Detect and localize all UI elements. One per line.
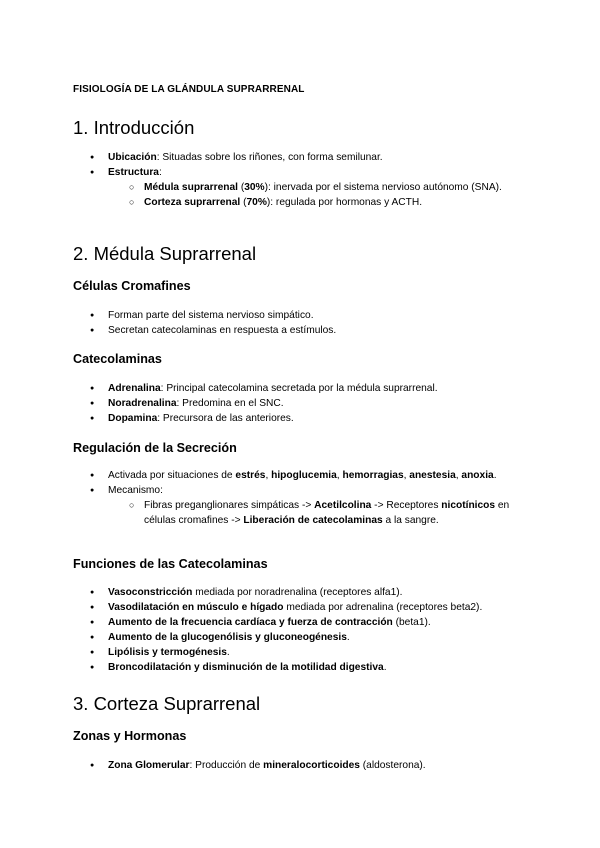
sublist-item-medula xyxy=(144,180,538,195)
text-medula-paren: ( xyxy=(237,182,245,193)
list-item-gluco xyxy=(108,630,538,645)
list-item-vasodilatacion xyxy=(108,600,538,615)
list-item-ubicacion xyxy=(108,150,538,165)
term-liberacion: Liberación de catecolaminas xyxy=(243,515,383,526)
text-period: . xyxy=(493,470,497,481)
separator: , xyxy=(265,470,272,481)
text-fibras: Fibras preganglionares simpáticas -> xyxy=(144,500,315,511)
term-vasoconstriccion: Vasoconstricción xyxy=(108,587,193,598)
term-nicotinicos: nicotínicos xyxy=(441,500,496,511)
term-mineralocorticoides: mineralocorticoides xyxy=(263,760,360,771)
term-hipoglucemia: hipoglucemia xyxy=(271,470,337,481)
separator: , xyxy=(455,470,462,481)
term-lipolisis: Lipólisis y termogénesis xyxy=(108,647,227,658)
term-hemorragias: hemorragias xyxy=(342,470,404,481)
term-corteza: Corteza suprarrenal xyxy=(144,197,241,208)
text-mecanismo: Mecanismo: xyxy=(108,485,163,496)
term-anoxia: anoxia xyxy=(461,470,494,481)
term-gluco: Aumento de la glucogenólisis y gluconeogénesis xyxy=(108,632,347,643)
text-celulas: en células cromafines -> xyxy=(144,500,510,526)
text-glomerular: : Producción de xyxy=(189,760,264,771)
list-item-glomerular xyxy=(108,758,538,773)
separator: , xyxy=(336,470,343,481)
mecanismo-sublist xyxy=(144,498,538,528)
list-item-noradrenalina xyxy=(108,396,538,411)
text-estructura-colon: : xyxy=(158,167,162,178)
term-dopamina: Dopamina xyxy=(108,413,158,424)
term-medula: Médula suprarrenal xyxy=(144,182,238,193)
zonas-list xyxy=(108,758,538,773)
term-noradrenalina: Noradrenalina xyxy=(108,398,177,409)
list-item-mecanismo xyxy=(108,483,538,528)
list-item-lipolisis xyxy=(108,645,538,660)
term-bronco: Broncodilatación y disminución de la motilidad digestiva xyxy=(108,662,384,673)
text-receptores: -> Receptores xyxy=(371,500,442,511)
term-frecuencia: Aumento de la frecuencia cardíaca y fuerza de contracción xyxy=(108,617,393,628)
text-ubicacion: : Situadas sobre los riñones, con forma semilunar. xyxy=(156,152,383,163)
section-heading-corteza: 3. Corteza Suprarrenal xyxy=(73,693,261,714)
list-item-vasoconstriccion xyxy=(108,585,538,600)
term-anestesia: anestesia xyxy=(409,470,456,481)
text-vasodilatacion: mediada por adrenalina (receptores beta2). xyxy=(283,602,483,613)
text-corteza: ): regulada por hormonas y ACTH. xyxy=(266,197,423,208)
text-noradrenalina: : Predomina en el SNC. xyxy=(176,398,284,409)
text-gluco: . xyxy=(346,632,350,643)
sublist-item-fibras xyxy=(144,498,538,528)
text-dopamina: : Precursora de las anteriores. xyxy=(157,413,294,424)
subheading-zonas: Zonas y Hormonas xyxy=(73,729,187,743)
list-item-frecuencia xyxy=(108,615,538,630)
term-adrenalina: Adrenalina xyxy=(108,383,161,394)
subheading-regulacion: Regulación de la Secreción xyxy=(73,441,237,455)
subheading-catecolaminas: Catecolaminas xyxy=(73,352,162,366)
term-glomerular: Zona Glomerular xyxy=(108,760,190,771)
term-acetilcolina: Acetilcolina xyxy=(314,500,372,511)
text-bronco: . xyxy=(383,662,387,673)
document-title: FISIOLOGÍA DE LA GLÁNDULA SUPRARRENAL xyxy=(73,84,305,95)
list-item: ● Secretan catecolaminas en respuesta a estímulos. xyxy=(108,323,538,338)
catecolaminas-list xyxy=(108,381,538,426)
section-heading-medula: 2. Médula Suprarrenal xyxy=(73,243,257,264)
text-sangre: a la sangre. xyxy=(382,515,439,526)
introduccion-list xyxy=(108,150,538,210)
text-activada: Activada por situaciones de xyxy=(108,470,236,481)
list-item: ● Forman parte del sistema nervioso simpático. xyxy=(108,308,538,323)
term-vasodilatacion: Vasodilatación en músculo e hígado xyxy=(108,602,284,613)
list-item-activada xyxy=(108,468,538,483)
text-adrenalina: : Principal catecolamina secretada por la médula suprarrenal. xyxy=(160,383,438,394)
estructura-sublist xyxy=(144,180,538,210)
list-item-estructura xyxy=(108,165,538,210)
list-item-dopamina xyxy=(108,411,538,426)
text-lipolisis: . xyxy=(226,647,230,658)
text-frecuencia: (beta1). xyxy=(392,617,431,628)
funciones-list xyxy=(108,585,538,675)
list-item-adrenalina xyxy=(108,381,538,396)
medula-percent: 30% xyxy=(244,182,265,193)
term-estres: estrés xyxy=(235,470,266,481)
text-medula: ): inervada por el sistema nervioso autónomo (SNA). xyxy=(264,182,502,193)
text-vasoconstriccion: mediada por noradrenalina (receptores alfa1). xyxy=(192,587,403,598)
term-ubicacion: Ubicación xyxy=(108,152,157,163)
separator: , xyxy=(403,470,410,481)
subheading-cromafines: Células Cromafines xyxy=(73,279,191,293)
text-corteza-paren: ( xyxy=(240,197,247,208)
subheading-funciones: Funciones de las Catecolaminas xyxy=(73,557,268,571)
cromafines-list xyxy=(108,308,538,338)
text-aldosterona: (aldosterona). xyxy=(359,760,426,771)
section-heading-introduccion: 1. Introducción xyxy=(73,117,195,138)
corteza-percent: 70% xyxy=(246,197,267,208)
sublist-item-corteza xyxy=(144,195,538,210)
list-item-bronco xyxy=(108,660,538,675)
term-estructura: Estructura xyxy=(108,167,159,178)
regulacion-list xyxy=(108,468,538,528)
